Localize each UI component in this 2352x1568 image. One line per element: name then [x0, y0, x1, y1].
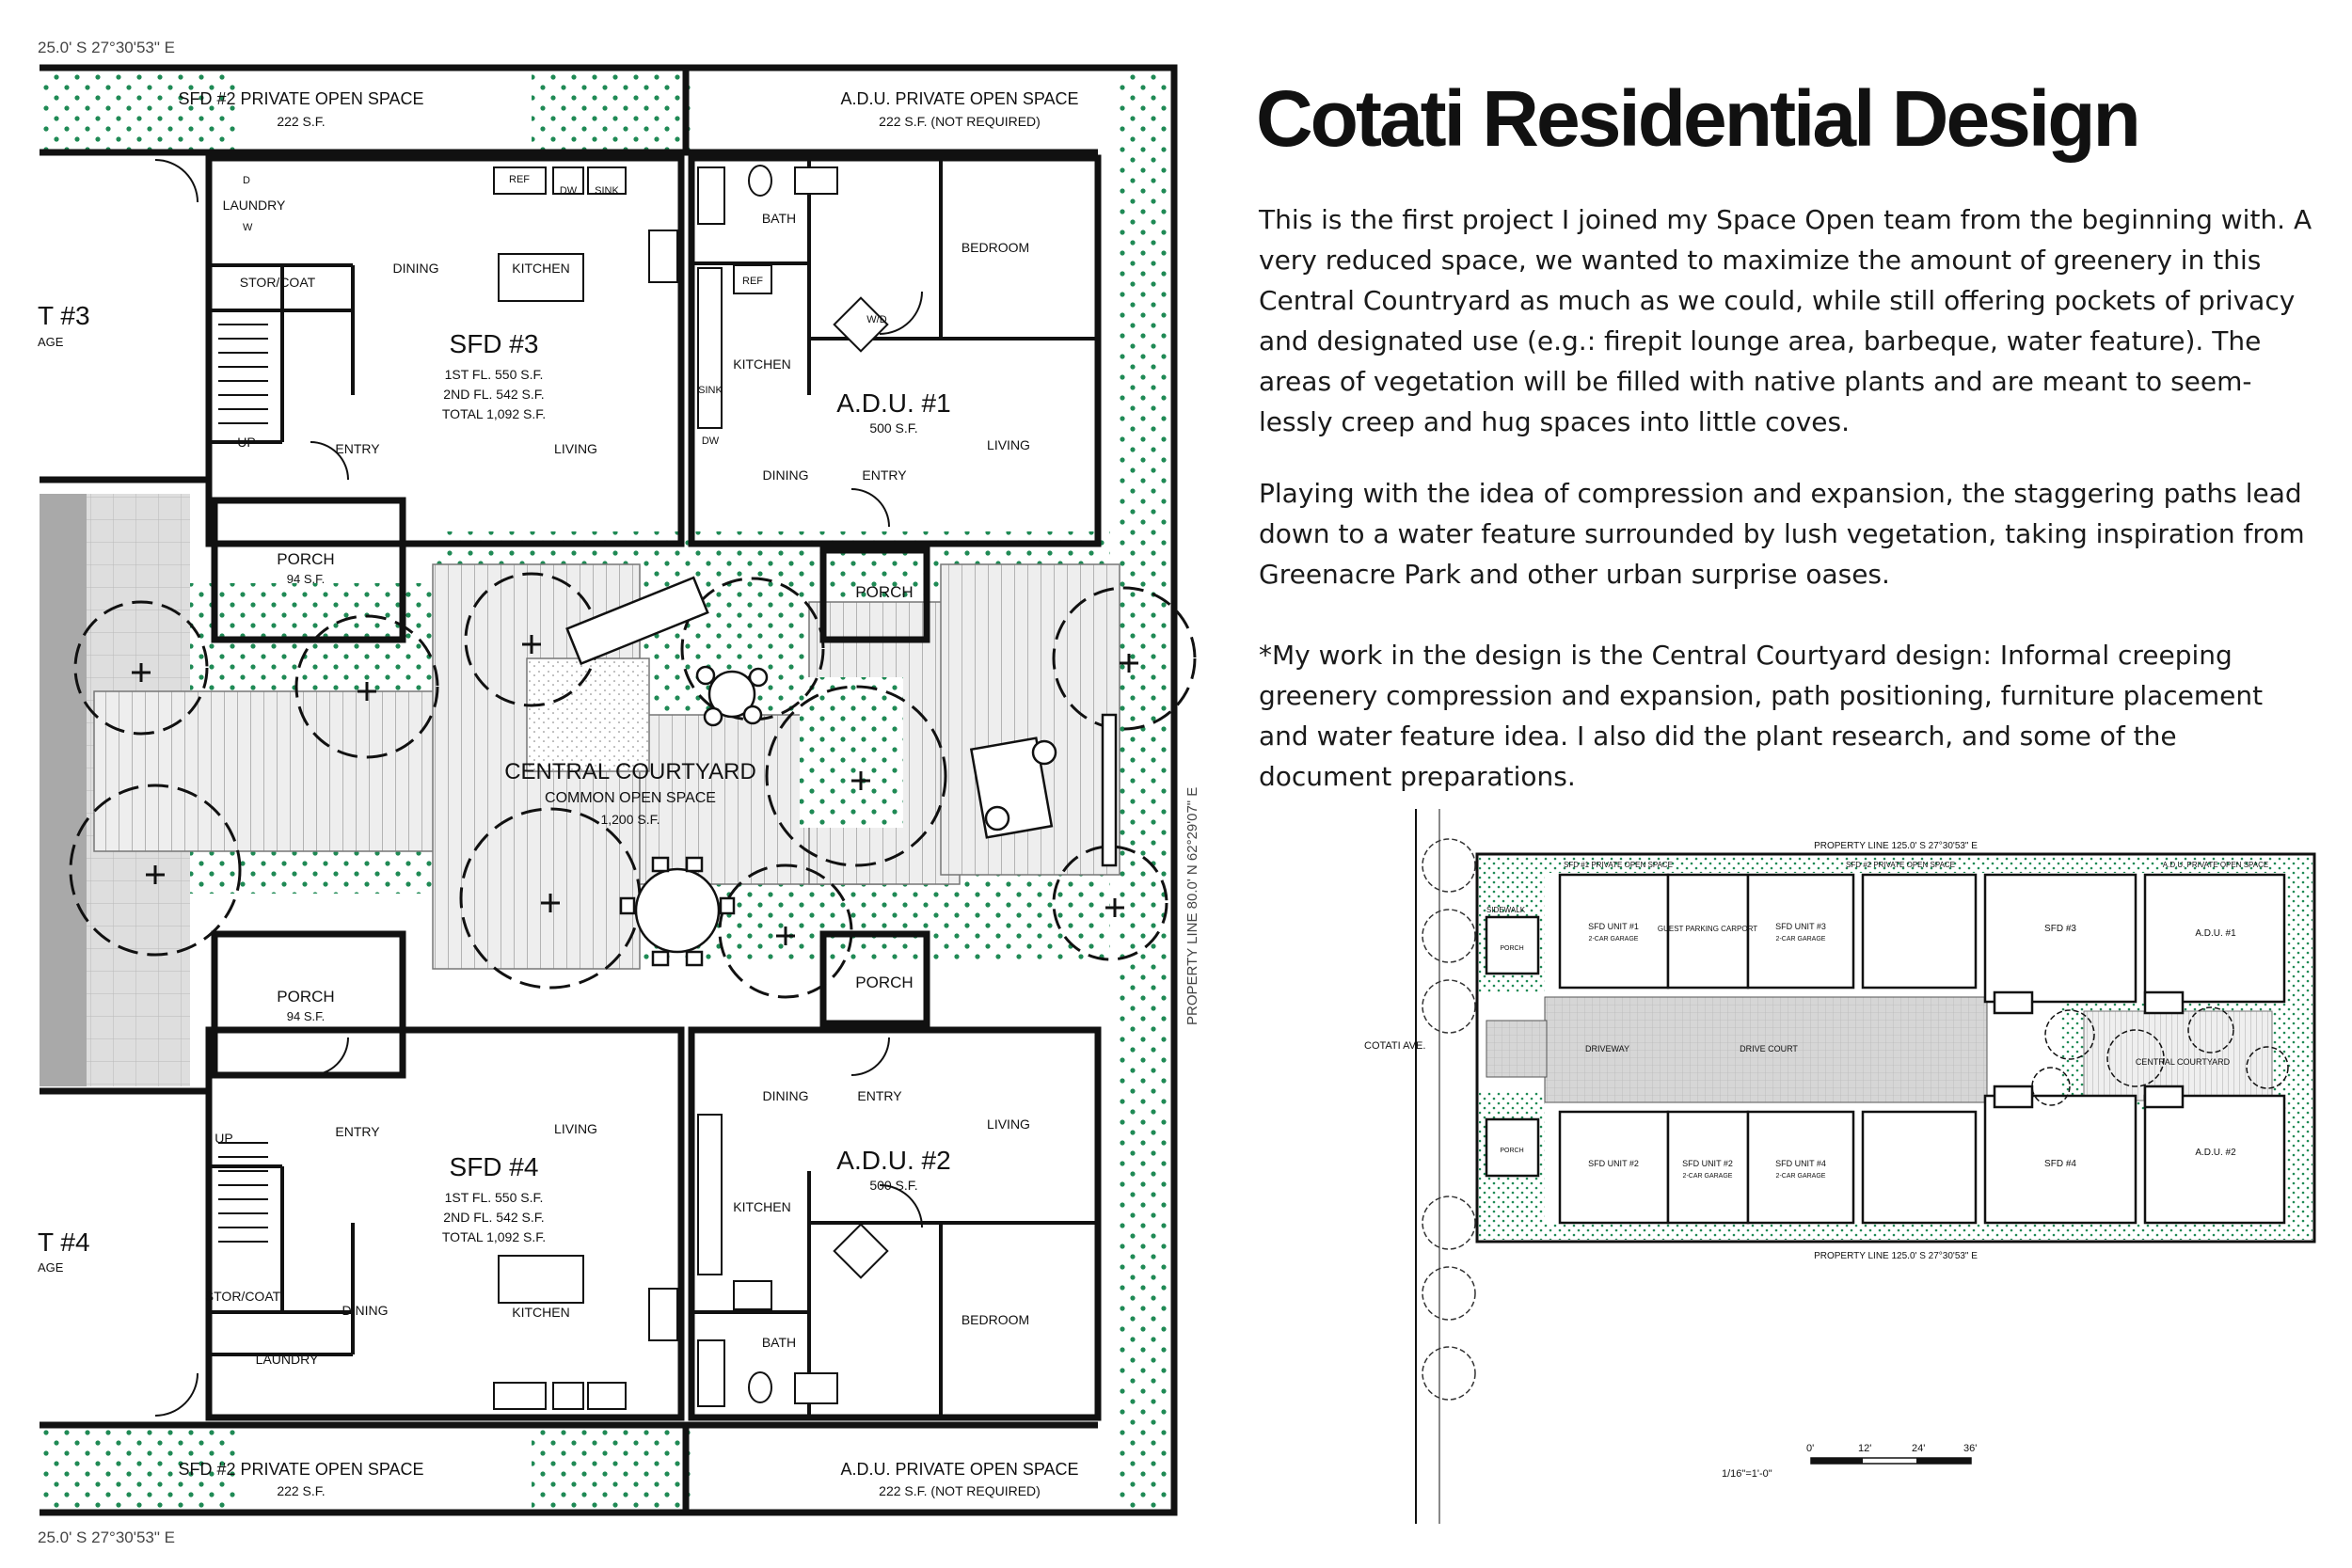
courtyard-area: 1,200 S.F.: [600, 812, 660, 827]
site-guest-parking: GUEST PARKING CARPORT: [1657, 925, 1758, 933]
scale-note: 1/16"=1'-0": [1722, 1468, 1772, 1480]
adu1-area: 500 S.F.: [869, 420, 918, 436]
paragraph-contribution: *My work in the design is the Central Courtyard design: Informal creeping greenery compression and expansion, path positioning, furniture placement and water feature idea. I also did the plant research, and some of the document preparations.: [1259, 640, 2264, 792]
site-open-adu: A.D.U. PRIVATE OPEN SPACE: [2162, 861, 2269, 869]
site-driveway: [1486, 1021, 1547, 1077]
site-unit-bottom-2-garage: 2-CAR GARAGE: [1682, 1173, 1733, 1180]
room-living: LIVING: [554, 441, 597, 456]
adu-open-space-bottom: A.D.U. PRIVATE OPEN SPACE: [840, 1460, 1079, 1479]
sfd4-first-floor: 1ST FL. 550 S.F.: [444, 1190, 544, 1205]
adu-open-space-top: A.D.U. PRIVATE OPEN SPACE: [840, 89, 1079, 108]
porch-adu1: PORCH: [855, 583, 914, 601]
room-kitchen-adu1: KITCHEN: [733, 356, 791, 372]
room-laundry: LAUNDRY: [222, 198, 286, 213]
site-unit-top-2: SFD UNIT #3: [1775, 922, 1826, 931]
porch-sfd3-area: 94 S.F.: [286, 572, 326, 586]
site-property-line-top: PROPERTY LINE 125.0' S 27°30'53" E: [1814, 841, 1978, 851]
room-kitchen-adu2: KITCHEN: [733, 1199, 791, 1214]
site-open-top-1: SFD #1 PRIVATE OPEN SPACE: [1563, 861, 1674, 869]
paragraph-intro: This is the first project I joined my Space Open team from the beginning with. A very reduced space, we wanted to maximize the amount of greenery in this Central Countryard as much as we could, while still offering pockets of privacy and designated use (e.g.: firepit lounge area, barbeque, water feature). The areas of vegetation will be filled with native plants and are meant to seem-lessly creep and hug spaces into little coves.: [1259, 204, 2312, 437]
adu-open-area-top: 222 S.F. (NOT REQUIRED): [879, 114, 1041, 129]
porch-sfd4-area: 94 S.F.: [286, 1009, 326, 1023]
scale-tick-0: 0': [1806, 1443, 1815, 1454]
site-porch-2: PORCH: [1500, 1148, 1524, 1154]
room-dining-adu1: DINING: [762, 467, 809, 483]
sfd4-name: SFD #4: [449, 1152, 539, 1181]
sfd4-second-floor: 2ND FL. 542 S.F.: [443, 1210, 545, 1225]
room-living-bottom: LIVING: [554, 1121, 597, 1136]
room-entry-adu1: ENTRY: [862, 467, 907, 483]
unit4-label: T #4: [38, 1227, 90, 1257]
courtyard-sub: COMMON OPEN SPACE: [545, 790, 716, 806]
site-unit-top-1: SFD UNIT #1: [1588, 922, 1639, 931]
room-stor-coat-bottom: STOR/COAT: [204, 1289, 281, 1304]
site-porch-1: PORCH: [1500, 945, 1524, 952]
site-courtyard-label: CENTRAL COURTYARD: [2135, 1057, 2231, 1067]
room-bedroom: BEDROOM: [961, 240, 1030, 255]
sfd2-open-area-top: 222 S.F.: [277, 114, 326, 129]
site-unit-bottom-3: SFD UNIT #4: [1775, 1159, 1826, 1168]
sfd3-first-floor: 1ST FL. 550 S.F.: [444, 367, 544, 382]
site-plan-drawing: [1336, 809, 2333, 1524]
room-entry-adu2: ENTRY: [857, 1088, 902, 1103]
porch-sfd4: PORCH: [277, 988, 335, 1006]
site-driveway-label: DRIVEWAY: [1585, 1044, 1630, 1053]
site-property-line-bottom: PROPERTY LINE 125.0' S 27°30'53" E: [1814, 1251, 1978, 1261]
site-open-top-2: SFD #2 PRIVATE OPEN SPACE: [1845, 861, 1956, 869]
room-bath: BATH: [761, 211, 797, 226]
site-drive-court-label: DRIVE COURT: [1740, 1044, 1798, 1053]
site-sfd3: SFD #3: [2044, 924, 2076, 934]
room-dining-adu2: DINING: [762, 1088, 809, 1103]
courtyard-name: CENTRAL COURTYARD: [504, 759, 756, 784]
sfd2-open-space-bottom: SFD #2 PRIVATE OPEN SPACE: [178, 1460, 424, 1479]
room-w-top: W: [243, 222, 253, 233]
sfd2-open-area-bottom: 222 S.F.: [277, 1483, 326, 1498]
site-sidewalk-label: SIDEWALK: [1486, 906, 1526, 914]
site-adu1: A.D.U. #1: [2195, 928, 2236, 939]
adu-open-area-bottom: 222 S.F. (NOT REQUIRED): [879, 1483, 1041, 1498]
site-street-label: COTATI AVE.: [1364, 1040, 1426, 1052]
room-dw-adu1: DW: [701, 436, 720, 447]
room-entry-bottom: ENTRY: [335, 1124, 380, 1139]
room-ref-adu1: REF: [742, 276, 763, 287]
porch-sfd3: PORCH: [277, 550, 335, 568]
room-dining-bottom: DINING: [342, 1303, 389, 1318]
room-up: UP: [237, 435, 256, 450]
adu2-name: A.D.U. #2: [836, 1146, 951, 1175]
room-living-adu2: LIVING: [987, 1117, 1030, 1132]
room-sink: SINK: [595, 185, 619, 197]
room-stor-coat: STOR/COAT: [239, 275, 316, 290]
unit3-sublabel: AGE: [38, 335, 64, 349]
site-unit-bottom-2: SFD UNIT #2: [1682, 1159, 1733, 1168]
room-kitchen-bottom: KITCHEN: [512, 1305, 570, 1320]
site-unit-top-2-garage: 2-CAR GARAGE: [1775, 936, 1826, 942]
room-living-adu1: LIVING: [987, 437, 1030, 452]
site-unit-bottom-1: SFD UNIT #2: [1588, 1159, 1639, 1168]
sfd3-second-floor: 2ND FL. 542 S.F.: [443, 387, 545, 402]
sfd2-open-space-top: SFD #2 PRIVATE OPEN SPACE: [178, 89, 424, 108]
unit3-label: T #3: [38, 301, 90, 330]
porch-adu2: PORCH: [855, 974, 914, 991]
unit4-sublabel: AGE: [38, 1260, 64, 1275]
room-wd-adu1: W/D: [866, 314, 887, 325]
scale-tick-36: 36': [1963, 1443, 1978, 1454]
room-dw: DW: [559, 185, 578, 197]
room-bedroom-adu2: BEDROOM: [961, 1312, 1030, 1327]
adu2-area: 500 S.F.: [869, 1178, 918, 1193]
site-sfd4: SFD #4: [2044, 1159, 2076, 1169]
paragraph-concept: Playing with the idea of compression and expansion, the staggering paths lead down to a water feature surrounded by lush vegetation, taking inspiration from Greenacre Park and other urban surprise oases.: [1259, 478, 2305, 590]
room-laundry-bottom: LAUNDRY: [255, 1352, 319, 1367]
room-entry: ENTRY: [335, 441, 380, 456]
room-ref: REF: [509, 174, 530, 185]
room-dining: DINING: [392, 261, 439, 276]
site-unit-bottom-3-garage: 2-CAR GARAGE: [1775, 1173, 1826, 1180]
room-bath-adu2: BATH: [761, 1335, 797, 1350]
sfd3-total: TOTAL 1,092 S.F.: [441, 406, 547, 421]
bearing-top: 25.0' S 27°30'53" E: [38, 39, 175, 56]
site-street-edge: [1416, 809, 1439, 1524]
property-line-label: PROPERTY LINE 80.0' N 62°29'07" E: [1184, 786, 1200, 1025]
room-sink-adu1: SINK: [698, 385, 723, 396]
site-scale-bar: [1722, 1443, 1977, 1480]
scale-tick-12: 12': [1858, 1443, 1872, 1454]
scale-tick-24: 24': [1912, 1443, 1926, 1454]
adu1-name: A.D.U. #1: [836, 388, 951, 418]
page-title: Cotati Residential Design: [1256, 74, 2138, 163]
room-up-bottom: UP: [215, 1131, 233, 1146]
site-street-trees: [1422, 839, 1475, 1400]
room-d-top: D: [243, 175, 250, 186]
site-adu2: A.D.U. #2: [2195, 1148, 2236, 1158]
site-unit-top-1-garage: 2-CAR GARAGE: [1588, 936, 1639, 942]
sfd3-name: SFD #3: [449, 329, 539, 358]
room-kitchen: KITCHEN: [512, 261, 570, 276]
bearing-bottom: 25.0' S 27°30'53" E: [38, 1528, 175, 1546]
sfd4-total: TOTAL 1,092 S.F.: [441, 1229, 547, 1244]
